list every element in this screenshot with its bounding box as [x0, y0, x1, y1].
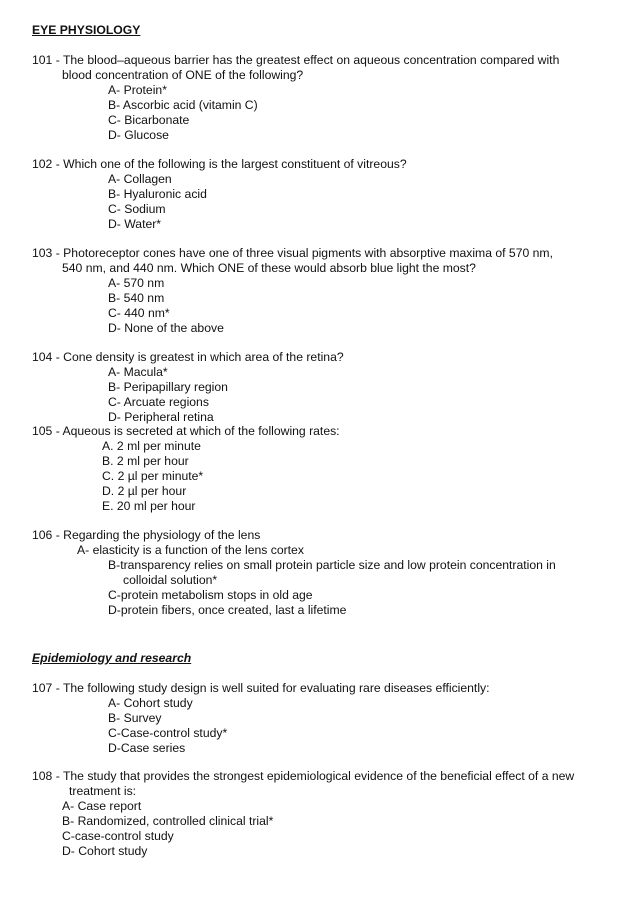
q106-option-b-cont: colloidal solution*: [123, 573, 218, 587]
q105-option-d: D. 2 µl per hour: [102, 484, 187, 498]
q103-option-a: A- 570 nm: [108, 276, 165, 290]
q107-option-b: B- Survey: [108, 711, 162, 725]
q104-stem: 104 - Cone density is greatest in which area of the retina?: [32, 350, 344, 364]
q106-option-a: A- elasticity is a function of the lens cortex: [77, 543, 304, 557]
q105-option-e: E. 20 ml per hour: [102, 499, 196, 513]
q104-option-c: C- Arcuate regions: [108, 395, 209, 409]
q103-option-c: C- 440 nm*: [108, 306, 170, 320]
q105-option-c: C. 2 µl per minute*: [102, 469, 204, 483]
q107-option-a: A- Cohort study: [108, 696, 193, 710]
q106-stem: 106 - Regarding the physiology of the lens: [32, 528, 261, 542]
q102-option-d: D- Water*: [108, 217, 162, 231]
q102-option-a: A- Collagen: [108, 172, 172, 186]
q105-option-a: A. 2 ml per minute: [102, 439, 201, 453]
q103-stem-cont: 540 nm, and 440 nm. Which ONE of these would absorb blue light the most?: [62, 261, 476, 275]
q107-option-d: D-Case series: [108, 741, 186, 755]
q107-stem: 107 - The following study design is well suited for evaluating rare diseases efficiently:: [32, 681, 490, 695]
q101-option-d: D- Glucose: [108, 128, 169, 142]
q108-option-c: C-case-control study: [62, 829, 174, 843]
q104-option-b: B- Peripapillary region: [108, 380, 228, 394]
section-title-epidemiology: Epidemiology and research: [32, 651, 192, 665]
q105-stem: 105 - Aqueous is secreted at which of the following rates:: [32, 424, 340, 438]
q101-option-a: A- Protein*: [108, 83, 167, 97]
q108-option-b: B- Randomized, controlled clinical trial*: [62, 814, 274, 828]
q106-option-c: C-protein metabolism stops in old age: [108, 588, 313, 602]
section-title-eye-physiology: EYE PHYSIOLOGY: [32, 23, 141, 37]
q101-stem-cont: blood concentration of ONE of the following?: [62, 68, 304, 82]
q101-option-b: B- Ascorbic acid (vitamin C): [108, 98, 258, 112]
q108-option-d: D- Cohort study: [62, 844, 148, 858]
q108-option-a: A- Case report: [62, 799, 142, 813]
q101-option-c: C- Bicarbonate: [108, 113, 190, 127]
q104-option-a: A- Macula*: [108, 365, 168, 379]
q108-stem-cont: treatment is:: [69, 784, 137, 798]
q106-option-d: D-protein fibers, once created, last a lifetime: [108, 603, 347, 617]
q105-option-b: B. 2 ml per hour: [102, 454, 189, 468]
q103-option-b: B- 540 nm: [108, 291, 165, 305]
q103-option-d: D- None of the above: [108, 321, 224, 335]
q104-option-d: D- Peripheral retina: [108, 410, 214, 424]
q102-option-b: B- Hyaluronic acid: [108, 187, 207, 201]
q102-stem: 102 - Which one of the following is the largest constituent of vitreous?: [32, 157, 407, 171]
q107-option-c: C-Case-control study*: [108, 726, 228, 740]
q102-option-c: C- Sodium: [108, 202, 166, 216]
q103-stem: 103 - Photoreceptor cones have one of three visual pigments with absorptive maxima of 570 nm,: [32, 246, 553, 260]
q108-stem: 108 - The study that provides the strongest epidemiological evidence of the beneficial effect of a new: [32, 769, 575, 783]
q106-option-b: B-transparency relies on small protein particle size and low protein concentration in: [108, 558, 556, 572]
q101-stem: 101 - The blood–aqueous barrier has the greatest effect on aqueous concentration compared with: [32, 53, 560, 67]
